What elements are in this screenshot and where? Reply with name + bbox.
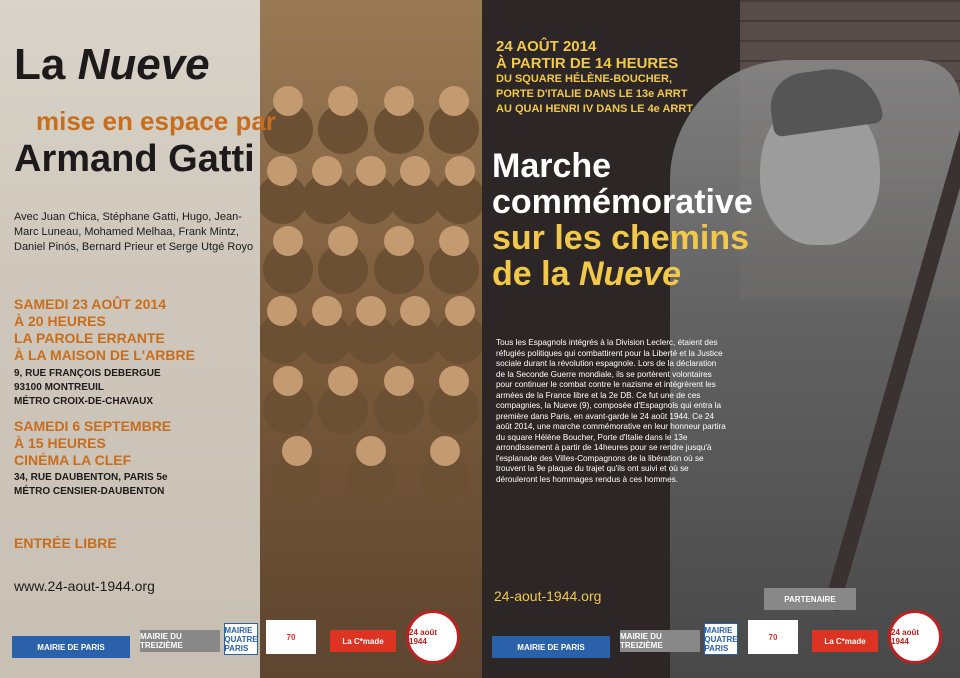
mairie13-partner-logo: PARTENAIRE (764, 588, 856, 610)
event1-date: SAMEDI 23 AOÛT 2014 (14, 296, 166, 312)
seventy-logo: 70 (266, 620, 316, 654)
author-name: Armand Gatti (14, 138, 255, 180)
event1-time: À 20 HEURES (14, 313, 106, 329)
mairie13-logo: MAIRIE DU TREIZIÈME (620, 630, 700, 652)
address-line: 34, RUE DAUBENTON, PARIS 5e (14, 472, 168, 483)
mairie-paris-logo: MAIRIE DE PARIS (12, 636, 130, 658)
mairie13-logo: MAIRIE DU TREIZIÈME (140, 630, 220, 652)
photo-row (260, 150, 482, 220)
event2-address (14, 471, 168, 499)
website-link[interactable]: www.24-aout-1944.org (14, 578, 155, 594)
march-title-line: de la Nueve (492, 255, 681, 293)
event2-venue: CINÉMA LA CLEF (14, 452, 132, 468)
play-title: La Nueve (14, 40, 210, 89)
comade-logo: La C*made (330, 630, 396, 652)
liberation-seal: 24 août 1944 (406, 610, 460, 664)
mairie4-logo: MAIRIE QUATRE PARIS (704, 623, 738, 655)
address-line: 9, RUE FRANÇOIS DEBERGUE (14, 368, 161, 379)
march-title-line: sur les chemins (492, 219, 750, 257)
march-description: Tous les Espagnols intégrés à la Division Leclerc, étaient des réfugiés politiques qui combattirent pour la Liberté et la Justice sociale durant la révolution espagnole. Lors de la déclaration de la Seconde Guerre mondiale, ils se portèrent volontaires pour continuer le combat contre le nazisme et intégrèrent les armées de la France libre et la 2e DB. Ce fut une de ces compagnies, la Nueve (9), composée d'Espagnols qui entra la première dans Paris, en avant-garde le 24 août 1944. Ce 24 août 2014, une marche commémorative en leur honneur partira du square Hélène Boucher, Porte d'Italie dans le 13e arrondissement à partir de 14heures pour se rendre jusqu'à l'esplanade des Villes-Compagnons de la libération où se trouvent la 9e plaque du trajet qu'ils ont suivi et où se dérouleront les hommages rendus à ces hommes. (496, 338, 726, 484)
march-title-line: commémorative (492, 183, 753, 221)
mairie4-logo: MAIRIE QUATRE PARIS (224, 623, 258, 655)
event2-date: SAMEDI 6 SEPTEMBRE (14, 418, 172, 434)
event2-block (14, 418, 171, 469)
photo-row (260, 80, 482, 150)
seventy-logo: 70 (748, 620, 798, 654)
event1-venue: LA PAROLE ERRANTE (14, 330, 165, 346)
march-route: DU SQUARE HÉLÈNE-BOUCHER, (496, 73, 673, 85)
march-time: À PARTIR DE 14 HEURES (496, 55, 679, 72)
free-entry: ENTRÉE LIBRE (14, 535, 117, 551)
website-link-right[interactable]: 24-aout-1944.org (494, 588, 602, 604)
mairie-paris-logo: MAIRIE DE PARIS (492, 636, 610, 658)
address-line: MÉTRO CROIX-DE-CHAVAUX (14, 396, 154, 407)
comade-logo: La C*made (812, 630, 878, 652)
event1-place: À LA MAISON DE L'ARBRE (14, 347, 195, 363)
cast-list: Avec Juan Chica, Stéphane Gatti, Hugo, Jean-Marc Luneau, Mohamed Melhaa, Frank Mintz, Daniel Pinós, Bernard Prieur et Serge Utgé Royo (14, 211, 254, 253)
event2-time: À 15 HEURES (14, 435, 106, 451)
march-title (492, 148, 753, 292)
address-line: 93100 MONTREUIL (14, 382, 105, 393)
photo-row (260, 430, 482, 500)
march-date: 24 AOÛT 2014 (496, 38, 597, 55)
march-title-line: Marche (492, 147, 612, 185)
march-route: PORTE D'ITALIE DANS LE 13e ARRT (496, 88, 688, 100)
photo-row (260, 290, 482, 360)
march-date-block (496, 38, 693, 117)
address-line: MÉTRO CENSIER-DAUBENTON (14, 486, 165, 497)
play-subtitle: mise en espace par (36, 106, 276, 136)
group-photo (260, 0, 482, 678)
event1-block (14, 296, 195, 364)
liberation-seal: 24 août 1944 (888, 610, 942, 664)
photo-row (260, 220, 482, 290)
march-route: AU QUAI HENRI IV DANS LE 4e ARRT (496, 103, 694, 115)
photo-row (260, 360, 482, 430)
event1-address (14, 367, 161, 409)
